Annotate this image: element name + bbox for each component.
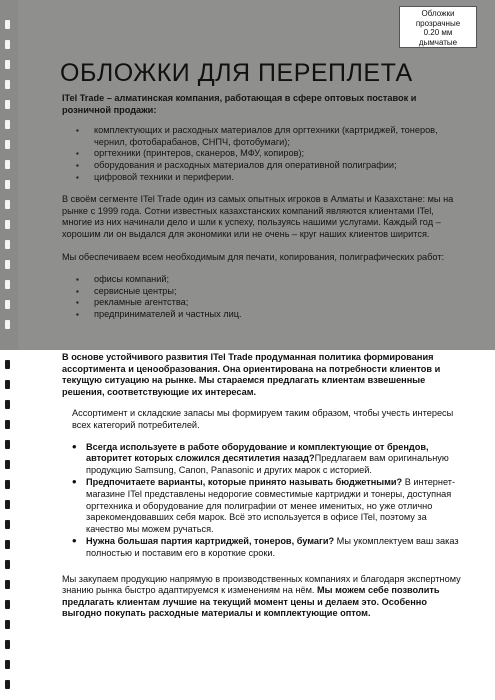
- binding-hole: [5, 160, 10, 169]
- list-item: ▪ комплектующих и расходных материалов для оргтехники (картриджей, тонеров, чернил, фотобарабанов, СНПЧ, фотобумаги);: [94, 125, 462, 148]
- binding-hole: [5, 240, 10, 249]
- binding-hole: [5, 120, 10, 129]
- item-text: Предлагаем вам оригинальную продукцию Samsung, Canon, Panasonic и других марок с историей.: [86, 453, 449, 475]
- closing-emphasis: Мы можем себе позволить предлагать клиентам лучшие на текущий момент цены и делаем это. Особенно выгодно покупать расходные материалы и комплектующие оптом.: [62, 585, 440, 619]
- closing-paragraph: [62, 574, 462, 620]
- binding-hole: [5, 380, 10, 389]
- binding-hole: [5, 360, 10, 369]
- binding-hole: [5, 480, 10, 489]
- binding-edge: [0, 0, 18, 700]
- item-lead: Нужна большая партия картриджей, тонеров, бумаги?: [86, 536, 335, 547]
- provide-list: [62, 274, 462, 320]
- binding-hole: [5, 60, 10, 69]
- binding-hole: [5, 460, 10, 469]
- policy-paragraph: В основе устойчивого развития ITel Trade продуманная политика формирования ассортимента и ценообразования. Она ориентирована на потребности клиентов и текущую ситуацию на рынке. Мы стараемся предлагать клиентам взвешенные решения, соответствующие их интересам.: [62, 352, 441, 397]
- binding-hole: [5, 220, 10, 229]
- list-item: [86, 442, 462, 477]
- label-line: прозрачные: [415, 18, 461, 28]
- item-text: Мы укомплектуем ваш заказ полностью и поставим его в короткие сроки.: [86, 536, 459, 558]
- binding-hole: [5, 540, 10, 549]
- item-lead: Всегда используете в работе оборудование и комплектующие от брендов, авторитет которых сложился десятилетия назад?: [86, 441, 429, 464]
- list-item: [86, 477, 462, 535]
- binding-hole: [5, 440, 10, 449]
- binding-hole: [5, 660, 10, 669]
- binding-hole: [5, 280, 10, 289]
- segment-paragraph: В своём сегменте ITel Trade один из самых опытных игроков в Алматы и Казахстане: мы на рынке с 1999 года. Сотни известных казахстанских компаний являются клиентами ITel, многие из них начинали дело и шли к успеху, пользуясь нашими услугами. Каждый год – хорошим ли он выдался для экономики или не очень – круг наших клиентов ширится.: [62, 194, 454, 239]
- binding-hole: [5, 400, 10, 409]
- binding-hole: [5, 40, 10, 49]
- label-line: 0.20 мм: [423, 28, 453, 37]
- binding-hole: [5, 640, 10, 649]
- company-intro-section: [62, 93, 462, 332]
- page-title: ОБЛОЖКИ ДЛЯ ПЕРЕПЛЕТА: [60, 58, 413, 87]
- binding-hole: [5, 520, 10, 529]
- binding-hole: [5, 20, 10, 29]
- list-item: ▪ цифровой техники и периферии.: [94, 172, 462, 184]
- list-item: ▪ сервисные центры;: [94, 286, 462, 298]
- binding-hole: [5, 620, 10, 629]
- binding-hole: [5, 420, 10, 429]
- intro-paragraph: ITel Trade – алматинская компания, работающая в сфере оптовых поставок и розничной продажи:: [62, 93, 417, 115]
- policy-section: [62, 352, 462, 630]
- closing-text: Мы закупаем продукцию напрямую в производственных компаниях и благодаря экспертному знанию рынка быстро адаптируемся к изменениям на нём.: [62, 573, 461, 596]
- list-item: ▪ оргтехники (принтеров, сканеров, МФУ, копиров);: [94, 148, 462, 160]
- label-line: дымчатые: [418, 37, 458, 47]
- binding-hole: [5, 80, 10, 89]
- binding-hole: [5, 300, 10, 309]
- assortment-paragraph: Ассортимент и складские запасы мы формируем таким образом, чтобы учесть интересы всех категорий потребителей.: [72, 408, 454, 430]
- binding-hole: [5, 600, 10, 609]
- list-item: ▪ офисы компаний;: [94, 274, 462, 286]
- binding-hole: [5, 100, 10, 109]
- list-item: ▪ оборудования и расходных материалов для оперативной полиграфии;: [94, 160, 462, 172]
- sample-label: [399, 6, 477, 48]
- list-item: ▪ рекламные агентства;: [94, 297, 462, 309]
- binding-hole: [5, 320, 10, 329]
- binding-hole: [5, 560, 10, 569]
- list-item: [86, 536, 462, 559]
- item-text: В интернет-магазине ITel представлены недорогие совместимые картриджи и тонеры, доступная оргтехника и оборудование для полиграфии от менее именитых, но уже отлично зарекомендовавших себя марок. Всё это используется в офисе ITel, поэтому за качество мы можем ручаться.: [86, 477, 456, 534]
- label-line: Обложки: [421, 9, 455, 18]
- binding-hole: [5, 500, 10, 509]
- binding-hole: [5, 200, 10, 209]
- binding-hole: [5, 180, 10, 189]
- binding-hole: [5, 680, 10, 689]
- offer-list: [62, 442, 462, 560]
- list-item: ▪ предпринимателей и частных лиц.: [94, 309, 462, 321]
- intro-list: [62, 125, 462, 183]
- binding-hole: [5, 580, 10, 589]
- binding-hole: [5, 140, 10, 149]
- provide-paragraph: Мы обеспечиваем всем необходимым для печати, копирования, полиграфических работ:: [62, 251, 445, 262]
- binding-hole: [5, 260, 10, 269]
- item-lead: Предпочитаете варианты, которые принято называть бюджетными?: [86, 477, 403, 488]
